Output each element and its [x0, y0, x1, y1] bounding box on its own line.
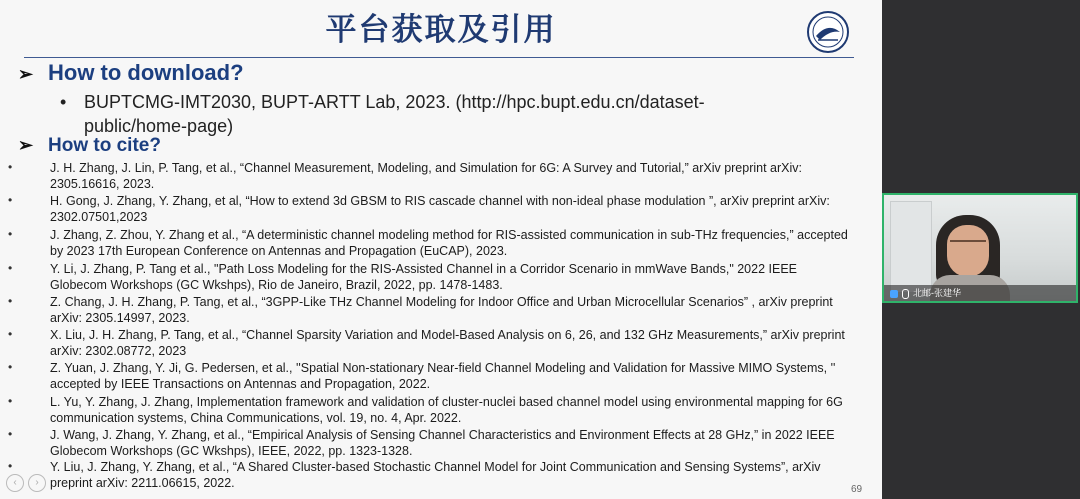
user-icon — [890, 290, 898, 298]
bullet-icon: • — [8, 160, 13, 174]
slide-nav-controls — [6, 474, 50, 492]
prev-slide-icon[interactable]: ‹ — [6, 474, 24, 492]
arrow-bullet-icon: ➢ — [18, 64, 34, 84]
download-item — [60, 90, 780, 138]
participant-video-tile[interactable] — [882, 193, 1078, 303]
participant-face — [947, 225, 989, 277]
reference-text: J. Zhang, Z. Zhou, Y. Zhang et al., “A deterministic channel modeling method for RIS-assisted communication in sub-THz frequencies,” accepted by 2023 17th European Conference on Antennas and Propagation (EuCAP), 2023. — [50, 228, 848, 258]
arrow-bullet-icon: ➢ — [18, 135, 34, 155]
reference-text: Z. Chang, J. H. Zhang, P. Tang, et al., “3GPP-Like THz Channel Modeling for Indoor Office and Urban Microcellular Scenarios” , arXiv preprint arXiv: 2305.14997, 2023. — [50, 295, 833, 325]
reference-text: L. Yu, Y. Zhang, J. Zhang, Implementation framework and validation of cluster-nuclei based channel model using environmental mapping for 6G communication systems, China Communications, vol. 19, no. 4, Apr. 2022. — [50, 395, 843, 425]
participant-name: 北邮-张建华 — [913, 288, 961, 298]
bullet-icon: • — [8, 261, 13, 275]
section-download-heading — [18, 60, 244, 86]
section-heading-text: How to download? — [48, 60, 244, 85]
bullet-icon: • — [8, 360, 13, 374]
slide-title: 平台获取及引用 — [325, 12, 557, 48]
reference-text: Z. Yuan, J. Zhang, Y. Ji, G. Pedersen, et al., ''Spatial Non-stationary Near-field Channel Modeling and Validation for Massive MIMO Systems, '' accepted by IEEE Transactions on Antennas and Propagation, 2022. — [50, 361, 836, 391]
video-background-door — [890, 201, 932, 293]
bullet-icon: • — [8, 294, 13, 308]
bullet-icon: • — [8, 227, 13, 241]
bullet-icon: • — [8, 459, 13, 473]
reference-text: J. Wang, J. Zhang, Y. Zhang, et al., “Empirical Analysis of Sensing Channel Characteristics and Environment Effects at 28 GHz,” in 2022 IEEE Globecom Workshops (GC Wkshps), IEEE, 2022, pp. 1323-1328. — [50, 428, 835, 458]
reference-text: Y. Liu, J. Zhang, Y. Zhang, et al., “A Shared Cluster-based Stochastic Channel Model for Joint Communication and Sensing Systems”, arXiv preprint arXiv: 2211.06615, 2022. — [50, 460, 821, 490]
participant-glasses — [950, 240, 986, 250]
bullet-icon: • — [8, 193, 13, 207]
download-text[interactable]: BUPTCMG-IMT2030, BUPT-ARTT Lab, 2023. (http://hpc.bupt.edu.cn/dataset-public/home-page) — [84, 92, 705, 136]
mic-icon[interactable] — [902, 289, 909, 299]
section-cite-heading — [18, 135, 161, 157]
reference-text: Y. Li, J. Zhang, P. Tang et al., "Path Loss Modeling for the RIS-Assisted Channel in a Corridor Scenario in mmWave Bands," 2022 IEEE Globecom Workshops (GC Wkshps), Rio de Janeiro, Brazil, 2022, pp. 1478-1483. — [50, 262, 797, 292]
next-slide-icon[interactable]: › — [28, 474, 46, 492]
bullet-icon: • — [60, 92, 67, 112]
reference-text: J. H. Zhang, J. Lin, P. Tang, et al., “Channel Measurement, Modeling, and Simulation for 6G: A Survey and Tutorial,” arXiv preprint arXiv: 2305.16616, 2023. — [50, 161, 803, 191]
bullet-icon: • — [8, 427, 13, 441]
participant-name-bar — [884, 285, 1076, 301]
page-number: 69 — [851, 484, 863, 495]
university-logo-icon — [806, 10, 850, 54]
reference-text: X. Liu, J. H. Zhang, P. Tang, et al., “Channel Sparsity Variation and Model-Based Analysis on 6, 26, and 132 GHz Measurements,” arXiv preprint arXiv: 2302.08772, 2023 — [50, 328, 845, 358]
section-heading-text: How to cite? — [48, 135, 161, 156]
reference-text: H. Gong, J. Zhang, Y. Zhang, et al, “How to extend 3d GBSM to RIS cascade channel with non-ideal phase modulation ”, arXiv preprint arXiv: 2302.07501,2023 — [50, 194, 830, 224]
title-divider — [24, 57, 854, 58]
bullet-icon: • — [8, 327, 13, 341]
bullet-icon: • — [8, 394, 13, 408]
